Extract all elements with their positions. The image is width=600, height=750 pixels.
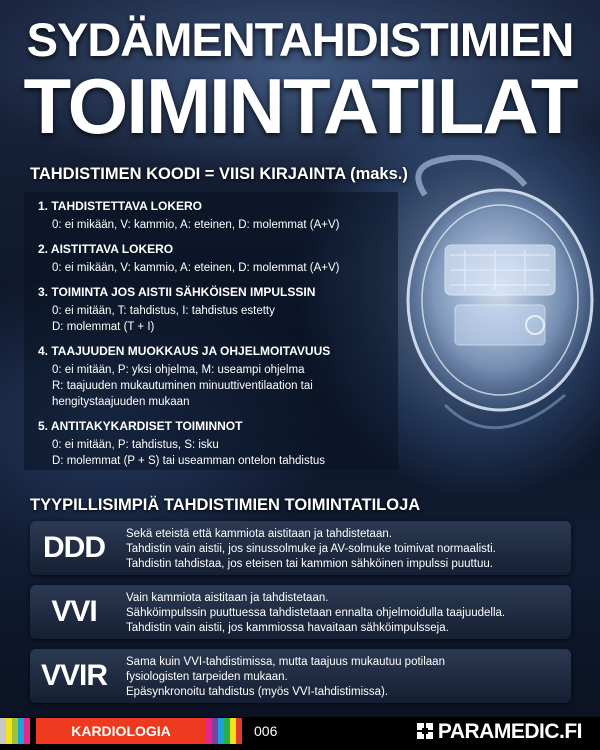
code-item-line: D: molemmat (T + I) xyxy=(52,321,155,333)
code-item xyxy=(38,241,408,276)
mode-line: Sähköimpulssin puuttuessa tahdistetaan ennalta ohjelmoidulla taajuudella. xyxy=(126,607,506,619)
brand-logo-icon xyxy=(417,723,433,739)
mode-line: Sama kuin VVI-tahdistimissa, mutta taajuus mukautuu potilaan xyxy=(126,656,445,668)
code-item-heading: 2. AISTITTAVA LOKERO xyxy=(38,242,174,256)
title-line-2: TOIMINTATILAT xyxy=(23,62,577,150)
mode-code: VVI xyxy=(51,595,97,628)
mode-line: Epäsynkronoitu tahdistus (myös VVI-tahdistimissa). xyxy=(126,686,389,698)
mode-line: Tahdistin tahdistaa, jos eteisen tai kammion sähköinen impulssi puuttuu. xyxy=(126,558,493,570)
code-item-line: D: molemmat (P + S) tai useamman ontelon tahdistus xyxy=(52,455,326,467)
code-item-line: hengitystaajuuden mukaan xyxy=(52,396,190,408)
code-item-heading: 5. ANTITAKYKARDISET TOIMINNOT xyxy=(38,419,243,433)
title-line-1: SYDÄMENTAHDISTIMIEN xyxy=(26,13,574,66)
mode-line: Sekä eteistä että kammiota aistitaan ja tahdistetaan. xyxy=(126,528,392,540)
mode-description xyxy=(126,527,566,572)
modes-section-heading: TYYPILLISIMPIÄ TAHDISTIMIEN TOIMINTATILOJA xyxy=(30,496,421,514)
code-item xyxy=(38,418,408,469)
category-label: KARDIOLOGIA xyxy=(36,718,206,744)
mode-description xyxy=(126,591,566,636)
pacemaker-image xyxy=(385,155,600,465)
code-item-line: 0: ei mitään, P: tahdistus, S: isku xyxy=(52,439,219,451)
footer-stripe xyxy=(236,718,242,744)
mode-line: Vain kammiota aistitaan ja tahdistetaan. xyxy=(126,592,329,604)
mode-description xyxy=(126,655,566,700)
code-item xyxy=(38,198,408,233)
code-section-heading: TAHDISTIMEN KOODI = VIISI KIRJAINTA (maks.) xyxy=(30,165,408,183)
mode-line: Tahdistin vain aistii, jos kammiossa havaitaan sähköimpulsseja. xyxy=(126,622,449,634)
code-items-list xyxy=(38,198,408,477)
mode-card-vvir xyxy=(30,649,571,703)
code-item xyxy=(38,343,408,410)
footer-stripe xyxy=(24,718,30,744)
mode-code: DDD xyxy=(43,531,105,564)
code-item-line: R: taajuuden mukautuminen minuuttiventilaation tai xyxy=(52,380,313,392)
brand-name: PARAMEDIC.FI xyxy=(437,720,582,743)
code-item-line: 0: ei mikään, V: kammio, A: eteinen, D: molemmat (A+V) xyxy=(52,219,340,231)
code-item xyxy=(38,284,408,335)
page-number: 006 xyxy=(254,723,278,739)
code-item-line: 0: ei mikään, V: kammio, A: eteinen, D: molemmat (A+V) xyxy=(52,262,340,274)
code-item-heading: 3. TOIMINTA JOS AISTII SÄHKÖISEN IMPULSSIN xyxy=(38,285,316,299)
code-item-heading: 4. TAAJUUDEN MUOKKAUS JA OHJELMOITAVUUS xyxy=(38,344,331,358)
mode-card-ddd xyxy=(30,521,571,575)
brand-logo[interactable] xyxy=(417,718,582,746)
mode-card-vvi xyxy=(30,585,571,639)
code-item-line: 0: ei mitään, P: yksi ohjelma, M: useampi ohjelma xyxy=(52,364,305,376)
mode-code: VVIR xyxy=(40,659,108,692)
mode-line: fysiologisten tarpeiden mukaan. xyxy=(126,671,288,683)
code-item-line: 0: ei mitään, T: tahdistus, I: tahdistus estetty xyxy=(52,305,275,317)
mode-line: Tahdistin vain aistii, jos sinussolmuke ja AV-solmuke toimivat normaalisti. xyxy=(126,543,496,555)
code-item-heading: 1. TAHDISTETTAVA LOKERO xyxy=(38,199,202,213)
